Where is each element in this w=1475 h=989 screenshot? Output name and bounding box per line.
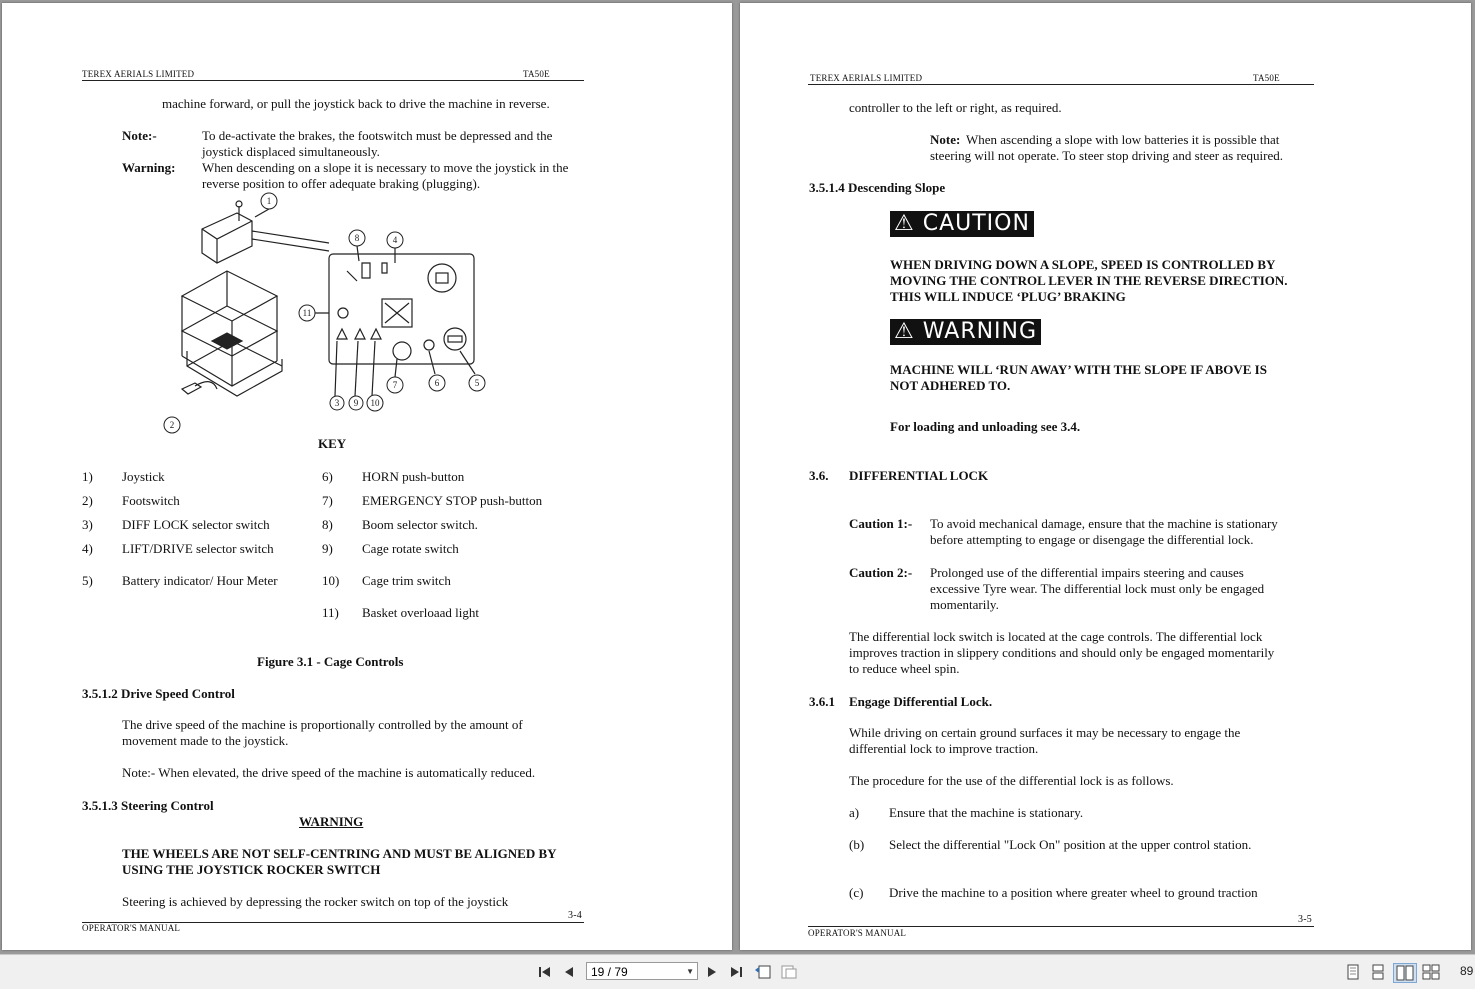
key-number: 3): [82, 517, 93, 532]
header-model: TA50E: [1253, 73, 1280, 83]
key-number: 8): [322, 517, 333, 532]
page-selector[interactable]: [586, 962, 698, 980]
caution-label: Caution 1:-: [849, 516, 913, 531]
key-title: KEY: [318, 436, 347, 451]
callout-1: 1: [266, 196, 272, 206]
footer-text: OPERATOR'S MANUAL: [808, 928, 907, 938]
key-number: 5): [82, 573, 93, 588]
note-text: steering will not operate. To steer stop driving and steer as required.: [930, 148, 1283, 163]
continuous-view-button[interactable]: [1369, 963, 1387, 981]
caution-text: MOVING THE CONTROL LEVER IN THE REVERSE DIRECTION.: [890, 273, 1288, 288]
back-view-icon: [754, 964, 772, 980]
cage-controls-figure: [157, 191, 497, 441]
warning-label: Warning:: [122, 160, 176, 175]
header-model: TA50E: [523, 69, 550, 79]
next-page-icon: [706, 965, 718, 979]
paragraph-text: The differential lock switch is located at the cage controls. The differential lock: [849, 629, 1263, 644]
last-page-icon: [729, 965, 743, 979]
warning-text: When descending on a slope it is necessary to move the joystick in the: [202, 160, 569, 175]
note-label: Note:-: [122, 128, 157, 143]
key-label: Footswitch: [122, 493, 180, 508]
key-number: 1): [82, 469, 93, 484]
key-number: 2): [82, 493, 93, 508]
key-label: DIFF LOCK selector switch: [122, 517, 270, 532]
step-text: Drive the machine to a position where greater wheel to ground traction: [889, 885, 1258, 900]
paragraph-text: movement made to the joystick.: [122, 733, 289, 748]
key-number: 7): [322, 493, 333, 508]
two-page-icon: [1396, 965, 1414, 981]
page-number-input[interactable]: [591, 965, 671, 979]
section-heading: 3.5.1.4 Descending Slope: [809, 180, 946, 195]
step-label: a): [849, 805, 860, 820]
single-page-view-button[interactable]: [1344, 963, 1362, 981]
viewer-toolbar: [0, 954, 1475, 989]
paragraph-text: differential lock to improve traction.: [849, 741, 1039, 756]
note-text: joystick displaced simultaneously.: [202, 144, 380, 159]
two-page-continuous-icon: [1422, 964, 1440, 980]
single-page-icon: [1346, 964, 1360, 980]
header-company: TEREX AERIALS LIMITED: [82, 69, 195, 79]
callout-2: 2: [169, 420, 175, 430]
dropdown-arrow-icon: ▼: [686, 967, 694, 976]
key-number: 11): [322, 605, 339, 620]
section-heading: 3.5.1.2 Drive Speed Control: [82, 686, 235, 701]
caution-text: excessive Tyre wear. The differential lock must only be engaged: [930, 581, 1265, 596]
key-label: HORN push-button: [362, 469, 465, 484]
paragraph-text: While driving on certain ground surfaces it may be necessary to engage the: [849, 725, 1241, 740]
warning-text: THE WHEELS ARE NOT SELF-CENTRING AND MUST BE ALIGNED BY: [122, 846, 557, 861]
page-3-5: [740, 3, 1471, 950]
callout-6: 6: [434, 378, 440, 388]
footer-rule: [808, 926, 1314, 927]
key-number: 10): [322, 573, 340, 588]
next-page-button[interactable]: [704, 963, 720, 981]
caution-text: Prolonged use of the differential impairs steering and causes: [930, 565, 1244, 580]
callout-8: 8: [354, 233, 360, 243]
page-3-4: [2, 3, 732, 950]
key-number: 9): [322, 541, 333, 556]
caution-banner: ⚠ CAUTION: [890, 211, 1034, 237]
key-label: Joystick: [122, 469, 165, 484]
step-label: (c): [849, 885, 864, 900]
callout-7: 7: [392, 380, 398, 390]
header-rule: [82, 80, 584, 81]
callout-10: 10: [370, 398, 380, 408]
section-heading: DIFFERENTIAL LOCK: [849, 468, 989, 483]
footer-text: OPERATOR'S MANUAL: [82, 923, 181, 933]
callout-9: 9: [353, 398, 359, 408]
note-text: When ascending a slope with low batteries it is possible that: [966, 132, 1280, 147]
go-back-button[interactable]: [753, 963, 773, 981]
warning-text: MACHINE WILL ‘RUN AWAY’ WITH THE SLOPE IF ABOVE IS: [890, 362, 1267, 377]
facing-view-button[interactable]: [1393, 963, 1417, 983]
key-label: Cage rotate switch: [362, 541, 459, 556]
page-number: 3-5: [1298, 914, 1312, 925]
key-label: Basket overloaad light: [362, 605, 479, 620]
key-label: LIFT/DRIVE selector switch: [122, 541, 274, 556]
zoom-level[interactable]: 89: [1460, 964, 1474, 978]
go-forward-button[interactable]: [779, 963, 799, 981]
warning-heading: WARNING: [299, 814, 364, 829]
warning-text: USING THE JOYSTICK ROCKER SWITCH: [122, 862, 381, 877]
caution-text: To avoid mechanical damage, ensure that the machine is stationary: [930, 516, 1278, 531]
note-label: Note:: [930, 132, 961, 147]
callout-5: 5: [474, 378, 480, 388]
section-heading: 3.5.1.3 Steering Control: [82, 798, 214, 813]
step-label: (b): [849, 837, 865, 852]
paragraph-text: The procedure for the use of the differential lock is as follows.: [849, 773, 1174, 788]
warning-text: reverse position to offer adequate braking (plugging).: [202, 176, 481, 191]
previous-page-icon: [563, 965, 575, 979]
last-page-button[interactable]: [727, 963, 745, 981]
header-company: TEREX AERIALS LIMITED: [810, 73, 923, 83]
header-rule: [808, 84, 1314, 85]
first-page-icon: [538, 965, 552, 979]
paragraph-text: controller to the left or right, as required.: [849, 100, 1062, 115]
page-number: 3-4: [568, 910, 582, 921]
paragraph-text: machine forward, or pull the joystick back to drive the machine in reverse.: [162, 96, 550, 111]
facing-continuous-view-button[interactable]: [1421, 963, 1441, 981]
section-heading: Engage Differential Lock.: [849, 694, 993, 709]
figure-caption: Figure 3.1 - Cage Controls: [257, 654, 404, 669]
key-label: EMERGENCY STOP push-button: [362, 493, 543, 508]
paragraph-text: Steering is achieved by depressing the rocker switch on top of the joystick: [122, 894, 509, 909]
note-text: To de-activate the brakes, the footswitch must be depressed and the: [202, 128, 553, 143]
note-text: Note:- When elevated, the drive speed of the machine is automatically reduced.: [122, 765, 536, 780]
paragraph-text: improves traction in slippery conditions and should only be engaged momentarily: [849, 645, 1275, 660]
paragraph-text: The drive speed of the machine is proportionally controlled by the amount of: [122, 717, 523, 732]
paragraph-text: to reduce wheel spin.: [849, 661, 960, 676]
continuous-page-icon: [1371, 964, 1385, 980]
step-text: Select the differential "Lock On" position at the upper control station.: [889, 837, 1252, 852]
first-page-button[interactable]: [536, 963, 554, 981]
section-number: 3.6.: [809, 468, 829, 483]
caution-text: THIS WILL INDUCE ‘PLUG’ BRAKING: [890, 289, 1126, 304]
caution-text: WHEN DRIVING DOWN A SLOPE, SPEED IS CONTROLLED BY: [890, 257, 1276, 272]
caution-text: before attempting to engage or disengage the differential lock.: [930, 532, 1254, 547]
caution-label: Caution 2:-: [849, 565, 913, 580]
previous-page-button[interactable]: [561, 963, 577, 981]
warning-banner: ⚠ WARNING: [890, 319, 1041, 345]
key-number: 4): [82, 541, 93, 556]
caution-text: momentarily.: [930, 597, 999, 612]
forward-view-icon: [780, 964, 798, 980]
section-number: 3.6.1: [809, 694, 835, 709]
callout-11: 11: [302, 308, 312, 318]
key-label: Boom selector switch.: [362, 517, 478, 532]
key-label: Battery indicator/ Hour Meter: [122, 573, 278, 588]
step-text: Ensure that the machine is stationary.: [889, 805, 1084, 820]
key-number: 6): [322, 469, 333, 484]
loading-reference: For loading and unloading see 3.4.: [890, 419, 1081, 434]
callout-4: 4: [392, 235, 398, 245]
key-label: Cage trim switch: [362, 573, 451, 588]
callout-3: 3: [334, 398, 340, 408]
warning-text: NOT ADHERED TO.: [890, 378, 1011, 393]
